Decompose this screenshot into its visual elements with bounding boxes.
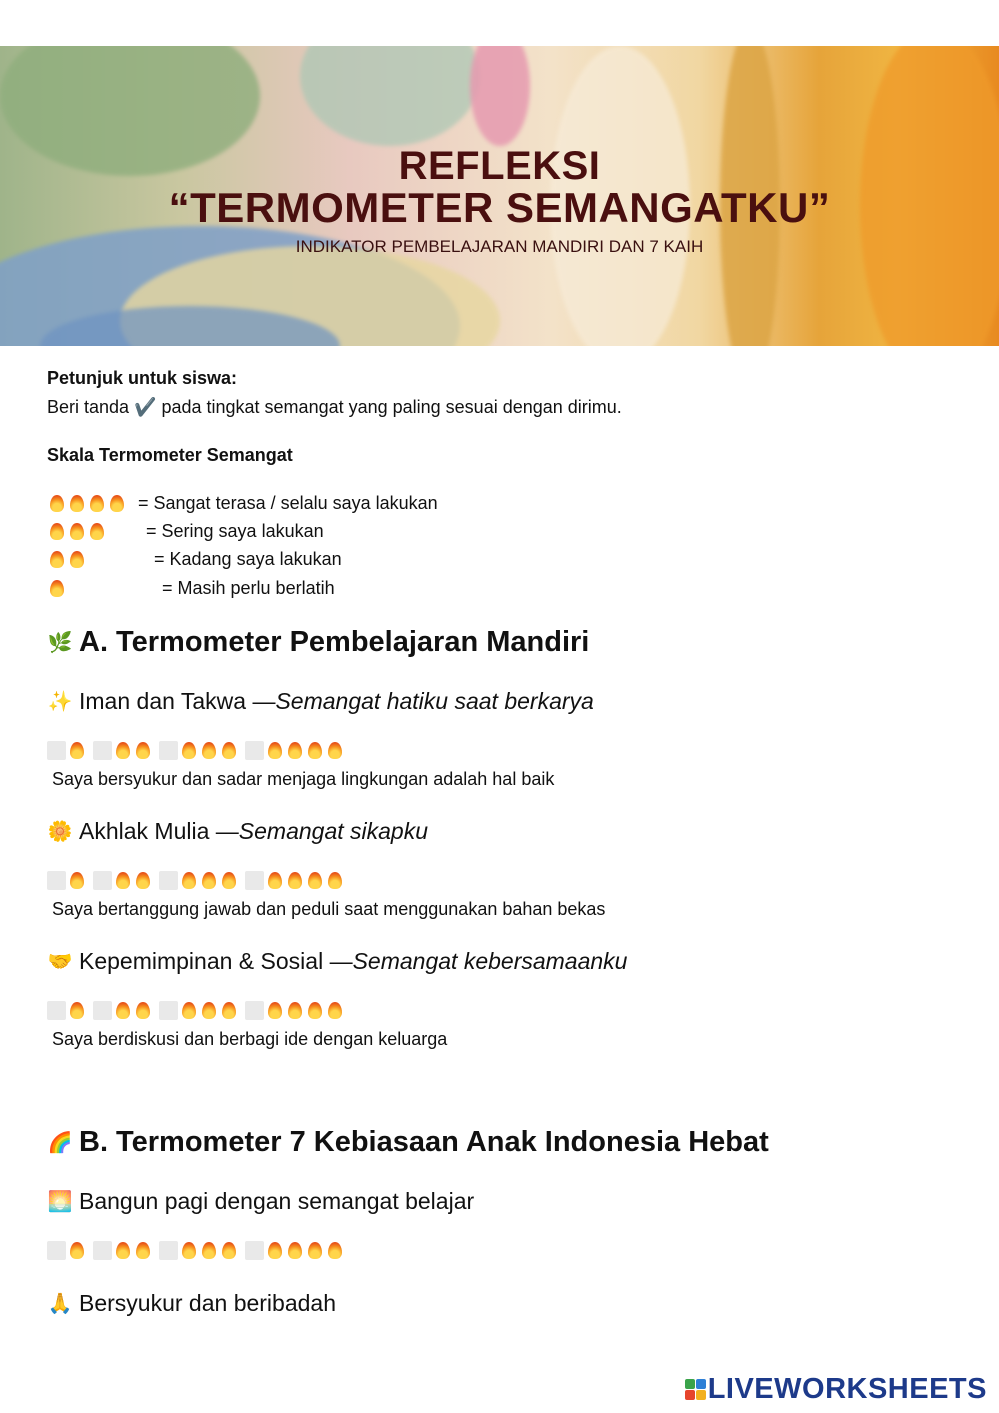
fire-icon bbox=[285, 1000, 305, 1020]
checkbox[interactable] bbox=[93, 871, 112, 890]
section-a-title: A. Termometer Pembelajaran Mandiri bbox=[79, 626, 590, 658]
fire-icon bbox=[67, 740, 87, 760]
checkbox[interactable] bbox=[245, 1001, 264, 1020]
item-bersyukur bbox=[47, 1290, 336, 1317]
fire-icon bbox=[113, 1240, 133, 1260]
item-label: Bangun pagi dengan semangat belajar bbox=[79, 1188, 475, 1214]
fire-icon bbox=[47, 578, 67, 598]
item-description: Saya bersyukur dan sadar menjaga lingkungan adalah hal baik bbox=[52, 769, 555, 789]
item-description: Saya berdiskusi dan berbagi ide dengan keluarga bbox=[52, 1029, 448, 1049]
fire-icon bbox=[47, 493, 67, 513]
scale-label: = Kadang saya lakukan bbox=[154, 548, 342, 569]
praying-hands-icon: 🙏 bbox=[47, 1293, 73, 1315]
fire-icon bbox=[219, 1240, 239, 1260]
choice-4-flames[interactable] bbox=[245, 1000, 345, 1020]
fire-icon bbox=[87, 493, 107, 513]
checkbox[interactable] bbox=[245, 741, 264, 760]
choice-row-bangun-pagi bbox=[47, 1240, 351, 1260]
item-italic: Semangat kebersamaanku bbox=[352, 948, 628, 974]
header-banner bbox=[0, 46, 999, 346]
checkbox[interactable] bbox=[159, 741, 178, 760]
sparkles-icon: ✨ bbox=[47, 691, 73, 713]
fire-icon bbox=[179, 1000, 199, 1020]
fire-icon-group bbox=[47, 493, 138, 513]
choice-1-flame[interactable] bbox=[47, 740, 87, 760]
fire-icon bbox=[67, 1240, 87, 1260]
fire-icon bbox=[199, 870, 219, 890]
fire-icon bbox=[199, 1240, 219, 1260]
item-kepemimpinan-sosial bbox=[47, 948, 627, 975]
liveworksheets-logo bbox=[685, 1373, 987, 1406]
fire-icon bbox=[325, 740, 345, 760]
fire-icon bbox=[285, 740, 305, 760]
fire-icon bbox=[199, 740, 219, 760]
checkbox[interactable] bbox=[159, 871, 178, 890]
scale-title: Skala Termometer Semangat bbox=[47, 445, 293, 465]
checkbox[interactable] bbox=[159, 1001, 178, 1020]
checkbox[interactable] bbox=[93, 741, 112, 760]
instructions-title: Petunjuk untuk siswa: bbox=[47, 368, 238, 388]
fire-icon bbox=[305, 870, 325, 890]
scale-label: = Masih perlu berlatih bbox=[162, 577, 335, 598]
fire-icon bbox=[179, 740, 199, 760]
fire-icon bbox=[67, 870, 87, 890]
fire-icon bbox=[285, 1240, 305, 1260]
fire-icon bbox=[133, 1240, 153, 1260]
item-italic: Semangat hatiku saat berkarya bbox=[275, 688, 594, 714]
fire-icon bbox=[133, 870, 153, 890]
fire-icon bbox=[199, 1000, 219, 1020]
checkbox[interactable] bbox=[47, 1001, 66, 1020]
section-b-heading bbox=[47, 1126, 769, 1159]
fire-icon bbox=[265, 1000, 285, 1020]
section-a-heading bbox=[47, 626, 589, 659]
herb-icon: 🌿 bbox=[47, 632, 73, 654]
checkbox[interactable] bbox=[159, 1241, 178, 1260]
fire-icon bbox=[265, 870, 285, 890]
handshake-icon: 🤝 bbox=[47, 951, 73, 973]
choice-2-flames[interactable] bbox=[93, 870, 153, 890]
choice-row-iman-takwa bbox=[47, 740, 351, 760]
scale-row-2 bbox=[47, 546, 342, 572]
fire-icon bbox=[67, 521, 87, 541]
scale-label: = Sangat terasa / selalu saya lakukan bbox=[138, 492, 438, 513]
fire-icon bbox=[325, 870, 345, 890]
checkbox[interactable] bbox=[245, 871, 264, 890]
scale-label: = Sering saya lakukan bbox=[146, 520, 324, 541]
banner-title-line1: REFLEKSI bbox=[398, 144, 601, 188]
choice-3-flames[interactable] bbox=[159, 1000, 239, 1020]
fire-icon bbox=[305, 1240, 325, 1260]
item-akhlak-mulia bbox=[47, 818, 428, 845]
fire-icon bbox=[113, 740, 133, 760]
fire-icon bbox=[325, 1000, 345, 1020]
fire-icon bbox=[265, 740, 285, 760]
choice-3-flames[interactable] bbox=[159, 1240, 239, 1260]
instructions-text: Beri tanda ✔️ pada tingkat semangat yang paling sesuai dengan dirimu. bbox=[47, 397, 622, 417]
scale-row-4 bbox=[47, 490, 438, 516]
section-b-title: B. Termometer 7 Kebiasaan Anak Indonesia Hebat bbox=[79, 1126, 769, 1158]
fire-icon bbox=[219, 740, 239, 760]
fire-icon bbox=[305, 1000, 325, 1020]
item-bangun-pagi bbox=[47, 1188, 474, 1215]
fire-icon bbox=[47, 549, 67, 569]
item-iman-takwa bbox=[47, 688, 594, 715]
choice-2-flames[interactable] bbox=[93, 740, 153, 760]
fire-icon bbox=[219, 1000, 239, 1020]
fire-icon bbox=[67, 549, 87, 569]
fire-icon bbox=[87, 521, 107, 541]
fire-icon bbox=[219, 870, 239, 890]
choice-1-flame[interactable] bbox=[47, 1240, 87, 1260]
fire-icon bbox=[305, 740, 325, 760]
checkbox[interactable] bbox=[47, 1241, 66, 1260]
checkbox[interactable] bbox=[93, 1241, 112, 1260]
fire-icon bbox=[265, 1240, 285, 1260]
item-label: Akhlak Mulia — bbox=[79, 818, 239, 844]
choice-2-flames[interactable] bbox=[93, 1000, 153, 1020]
item-label: Bersyukur dan beribadah bbox=[79, 1290, 336, 1316]
checkbox[interactable] bbox=[93, 1001, 112, 1020]
checkbox[interactable] bbox=[47, 741, 66, 760]
fire-icon bbox=[325, 1240, 345, 1260]
fire-icon bbox=[67, 1000, 87, 1020]
checkbox[interactable] bbox=[47, 871, 66, 890]
choice-3-flames[interactable] bbox=[159, 870, 239, 890]
fire-icon bbox=[107, 493, 127, 513]
item-italic: Semangat sikapku bbox=[238, 818, 429, 844]
choice-row-kepemimpinan-sosial bbox=[47, 1000, 351, 1020]
banner-subtitle: INDIKATOR PEMBELAJARAN MANDIRI DAN 7 KAIH bbox=[295, 237, 704, 256]
fire-icon-group bbox=[47, 549, 154, 569]
fire-icon bbox=[179, 870, 199, 890]
fire-icon-group bbox=[47, 578, 162, 598]
fire-icon bbox=[133, 1000, 153, 1020]
fire-icon bbox=[285, 870, 305, 890]
flower-icon: 🌼 bbox=[47, 821, 73, 843]
choice-4-flames[interactable] bbox=[245, 740, 345, 760]
logo-text: LIVEWORKSHEETS bbox=[707, 1373, 987, 1405]
scale-row-3 bbox=[47, 518, 324, 544]
choice-1-flame[interactable] bbox=[47, 870, 87, 890]
fire-icon bbox=[67, 493, 87, 513]
item-label: Iman dan Takwa — bbox=[79, 688, 276, 714]
logo-mark-icon bbox=[685, 1379, 706, 1400]
item-description: Saya bertanggung jawab dan peduli saat menggunakan bahan bekas bbox=[52, 899, 606, 919]
choice-3-flames[interactable] bbox=[159, 740, 239, 760]
rainbow-icon: 🌈 bbox=[47, 1132, 73, 1154]
choice-row-akhlak-mulia bbox=[47, 870, 351, 890]
fire-icon bbox=[179, 1240, 199, 1260]
banner-title-line2: “TERMOMETER SEMANGATKU” bbox=[168, 184, 831, 231]
choice-2-flames[interactable] bbox=[93, 1240, 153, 1260]
fire-icon bbox=[113, 1000, 133, 1020]
fire-icon-group bbox=[47, 521, 146, 541]
item-label: Kepemimpinan & Sosial — bbox=[79, 948, 353, 974]
scale-row-1 bbox=[47, 575, 335, 601]
fire-icon bbox=[47, 521, 67, 541]
choice-4-flames[interactable] bbox=[245, 1240, 345, 1260]
choice-1-flame[interactable] bbox=[47, 1000, 87, 1020]
choice-4-flames[interactable] bbox=[245, 870, 345, 890]
fire-icon bbox=[133, 740, 153, 760]
fire-icon bbox=[113, 870, 133, 890]
sunrise-icon: 🌅 bbox=[47, 1191, 73, 1213]
checkbox[interactable] bbox=[245, 1241, 264, 1260]
